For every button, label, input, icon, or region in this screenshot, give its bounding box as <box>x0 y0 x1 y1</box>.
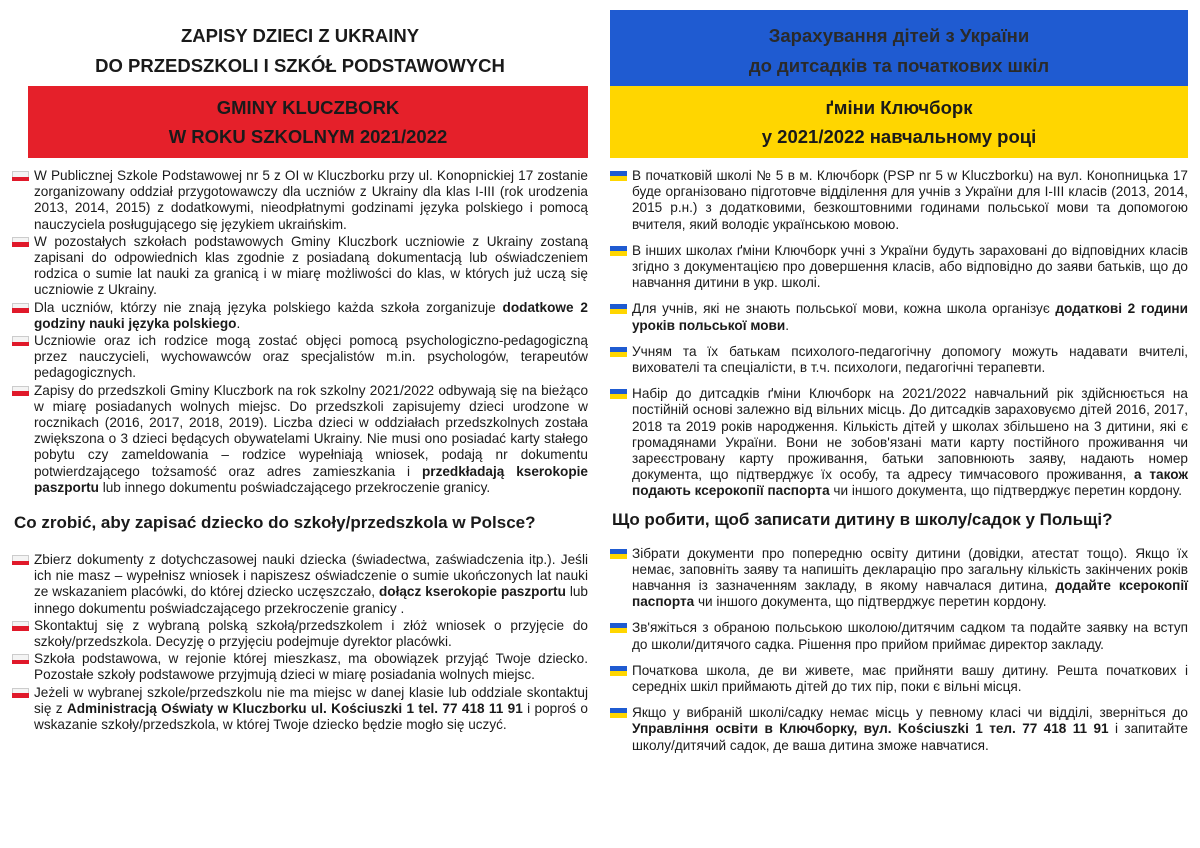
list-item <box>610 546 1188 611</box>
item-text: W pozostałych szkołach podstawowych Gminy Kluczbork uczniowie z Ukrainy zostaną zapisani do odpowiednich klas zgodnie z posiadaną dokumentacją lub oświadczeniem rodzica o sumie lat nauki za granicą i w miarę możliwości do klas, w których już uczą się uczniowie z Ukrainy. <box>34 233 588 298</box>
polish-title-line-1: ZAPISY DZIECI Z UKRAINY <box>180 25 420 46</box>
item-text: Зв'яжіться з обраною польською школою/дитячим садком та подайте заявку на вступ до школи/дитячого садка. Рішення про прийом приймає директор закладу. <box>632 620 1188 652</box>
polish-title-line-3: GMINY KLUCZBORK <box>216 97 400 118</box>
item-bold-text: dołącz kserokopie paszportu <box>378 584 566 600</box>
item-text: Якщо у вибраній школі/садку немає місць у певному класі чи відділі, зверніться до <box>632 705 1188 721</box>
list-item <box>12 383 588 496</box>
polish-flag-icon <box>12 654 29 664</box>
item-text-end: і запитайте школу/дитячий садок, де ваша дитина зможе навчатися. <box>632 721 1188 753</box>
polish-flag-icon <box>12 303 29 313</box>
item-text-end: lub innego dokumentu poświadczającego przekroczenie granicy. <box>98 479 491 495</box>
list-item <box>12 300 588 332</box>
ukrainian-flag-icon <box>610 347 627 357</box>
ukrainian-flag-icon <box>610 304 627 314</box>
ukrainian-flag-icon <box>610 389 627 399</box>
item-text-end: чи іншого документа, що підтверджує перетин кордону. <box>829 483 1182 499</box>
item-text: В початковій школі № 5 в м. Ключборк (PSP nr 5 w Kluczborku) на вул. Конопницька 17 буде організовано підготовче відділення для учнів з України для I-III класів (2013, 2014, 2015 р.н.) з додатковими, безкоштовними годинами польської мови та допомогою вчителя, який володіє українською мовою. <box>632 168 1188 232</box>
ukrainian-header-yellow-band <box>610 86 1188 158</box>
ukrainian-flag-icon <box>610 246 627 256</box>
item-text: Учням та їх батькам психолого-педагогічну допомогу можуть надавати вчителі, вихователі та спеціалісти, в т.ч. психологи, педагогічні терапевти. <box>632 343 1188 376</box>
ukrainian-flag-icon <box>610 171 627 181</box>
item-text: Зібрати документи про попередню освіту дитини (довідки, атестат тощо). Якщо їх немає, заповніть заяву та напишіть декларацію про загальну кількість закінчених років навчання із зазначенням закладу, в якому навчалася дитина, <box>632 545 1188 594</box>
list-item <box>12 333 588 382</box>
ukrainian-title-line-1: Зарахування дітей з України <box>768 25 1030 46</box>
item-text-end: чи іншого документа, що підтверджує перетин кордону. <box>694 594 1047 610</box>
ukrainian-title-line-3: ґміни Ключборк <box>825 97 973 118</box>
polish-flag-icon <box>12 555 29 565</box>
list-item <box>610 663 1188 695</box>
polish-flag-icon <box>12 336 29 346</box>
list-item <box>610 301 1188 333</box>
list-item <box>610 168 1188 233</box>
item-text: В інших школах ґміни Ключборк учні з України будуть зараховані до відповідних класів згідно з документацією про довершення класів, або відповідно до заяви батьків, що до навчання дитини в укр. школі. <box>632 242 1188 291</box>
polish-flag-icon <box>12 386 29 396</box>
list-item <box>12 685 588 734</box>
item-text: Uczniowie oraz ich rodzice mogą zostać objęci pomocą psychologiczno-pedagogiczną przez nauczycieli, wychowawców oraz specjalistów m.in. psychologów, terapeutów pedagogicznych. <box>34 333 588 381</box>
item-bold-text: додаткові 2 години уроків польської мови <box>632 301 1188 333</box>
item-text: Zapisy do przedszkoli Gminy Kluczbork na rok szkolny 2021/2022 odbywają się na bieżąco w miarę posiadanych wolnych miejsc. Do przedszkoli zapisujemy dzieci urodzone w rocznikach (2016, 2017, 2018, 2019). Liczba dzieci w oddziałach przedszkolnych została zwiększona o 3 dzieci będących obywatelami Ukrainy. Nie musi ono posiadać karty stałego pobytu czy zameldowania – rodzice wypełniają wniosek, podają nr dokumentu potwierdzającego tożsamość oraz adres zamieszkania i <box>34 382 588 479</box>
polish-header-title <box>12 10 588 86</box>
item-text-end: lub innego dokumentu poświadczającego przekroczenie granicy . <box>34 584 588 616</box>
list-item <box>610 705 1188 754</box>
list-item <box>12 168 588 233</box>
list-item <box>12 552 588 617</box>
ukrainian-section-title: Що робити, щоб записати дитину в школу/садок у Польщі? <box>612 509 1113 529</box>
list-item <box>12 618 588 650</box>
ukrainian-column <box>610 10 1188 764</box>
item-text: Початкова школа, де ви живете, має прийняти вашу дитину. Решта початкових і середніх шкіл приймають дітей до тих пір, поки є вільні місця. <box>632 662 1188 695</box>
item-text: Набір до дитсадків ґміни Ключборк на 2021/2022 навчальний рік здійснюється на постійній основі залежно від вільних місць. До дитсадків зараховуємо дітей 2016, 2017, 2018 та 2019 років народження. Кількість дітей у школах збільшено на 3 дитини, які є громадянами України. Вони не зобов'язані мати карту постійного проживання чи зареєстровану карту проживання, батьки заповнюють заяву, надають номер документа, що підтверджує їх особу, та адресу тимчасового проживання, <box>632 386 1188 483</box>
list-item <box>610 344 1188 376</box>
ukrainian-steps-list <box>610 546 1188 754</box>
item-text: Dla uczniów, którzy nie znają języka polskiego każda szkoła zorganizuje <box>34 299 503 315</box>
polish-title-line-4: W ROKU SZKOLNYM 2021/2022 <box>168 126 448 147</box>
item-text: W Publicznej Szkole Podstawowej nr 5 z OI w Kluczborku przy ul. Konopnickiej 17 zostanie zorganizowany oddział przygotowawczy dla uczniów z Ukrainy dla klas I-III (rok urodzenia 2013, 2014, 2015) z dodatkowymi, nieodpłatnymi godzinami języka polskiego i pomocą nauczyciela posługującego się językiem ukraińskim. <box>34 168 588 232</box>
polish-column <box>12 10 588 734</box>
item-text: Для учнів, які не знають польської мови, кожна школа організує <box>632 301 1056 317</box>
polish-flag-icon <box>12 237 29 247</box>
item-bold-text: Administracją Oświaty w Kluczborku ul. Kościuszki 1 tel. 77 418 11 91 <box>66 700 523 716</box>
ukrainian-title-line-2: до дитсадків та початкових шкіл <box>748 55 1050 76</box>
item-text-end: . <box>236 315 241 331</box>
ukrainian-info-list <box>610 168 1188 500</box>
list-item <box>610 620 1188 652</box>
polish-header-red-band <box>28 86 588 158</box>
item-text: Szkoła podstawowa, w rejonie której mieszkasz, ma obowiązek przyjąć Twoje dziecko. Pozostałe szkoły podstawowe przyjmują dzieci w miarę posiadania wolnych miejsc. <box>34 651 588 683</box>
item-bold-text: dodatkowe 2 godziny nauki języka polskiego <box>34 299 588 331</box>
ukrainian-title-line-4: у 2021/2022 навчальному році <box>761 126 1037 147</box>
ukrainian-flag-icon <box>610 666 627 676</box>
list-item <box>12 234 588 299</box>
item-text: Skontaktuj się z wybraną polską szkołą/przedszkolem i złóż wniosek o przyjęcie do szkoły/przedszkola. Decyzję o przyjęciu podejmuje dyrektor placówki. <box>34 617 588 650</box>
polish-flag-icon <box>12 621 29 631</box>
ukrainian-flag-icon <box>610 549 627 559</box>
polish-flag-icon <box>12 171 29 181</box>
list-item <box>610 386 1188 499</box>
polish-flag-icon <box>12 688 29 698</box>
item-bold-text: додайте ксерокопії паспорта <box>632 578 1188 610</box>
item-text: Zbierz dokumenty z dotychczasowej nauki dziecka (świadectwa, zaświadczenia itp.). Jeśli ich nie masz – wypełnisz wniosek i napiszesz oświadczenie o sumie ukończonych lat nauki ze wskazaniem placówki, do której dziecko uczęszczało, <box>34 552 588 600</box>
list-item <box>610 243 1188 292</box>
ukrainian-flag-icon <box>610 708 627 718</box>
item-bold-text: а також подають ксерокопії паспорта <box>632 467 1188 499</box>
item-bold-text: przedkładają kserokopie paszportu <box>34 463 588 495</box>
ukrainian-flag-icon <box>610 623 627 633</box>
polish-title-line-2: DO PRZEDSZKOLI I SZKÓŁ PODSTAWOWYCH <box>95 55 505 76</box>
ukrainian-header-blue-band <box>610 10 1188 86</box>
list-item <box>12 651 588 683</box>
item-text-end: . <box>785 317 789 333</box>
polish-steps-list <box>12 552 588 733</box>
polish-section-title: Co zrobić, aby zapisać dziecko do szkoły/przedszkola w Polsce? <box>14 513 536 533</box>
item-text-end: i poproś o wskazanie szkoły/przedszkola, w której Twoje dziecko będzie mogło się uczyć. <box>34 700 588 733</box>
polish-info-list <box>12 168 588 496</box>
item-bold-text: Управління освіти в Ключборку, вул. Kościuszki 1 тел. 77 418 11 91 <box>632 721 1109 737</box>
item-text: Jeżeli w wybranej szkole/przedszkolu nie ma miejsc w danej klasie lub oddziale skontaktuj się z <box>34 684 588 716</box>
